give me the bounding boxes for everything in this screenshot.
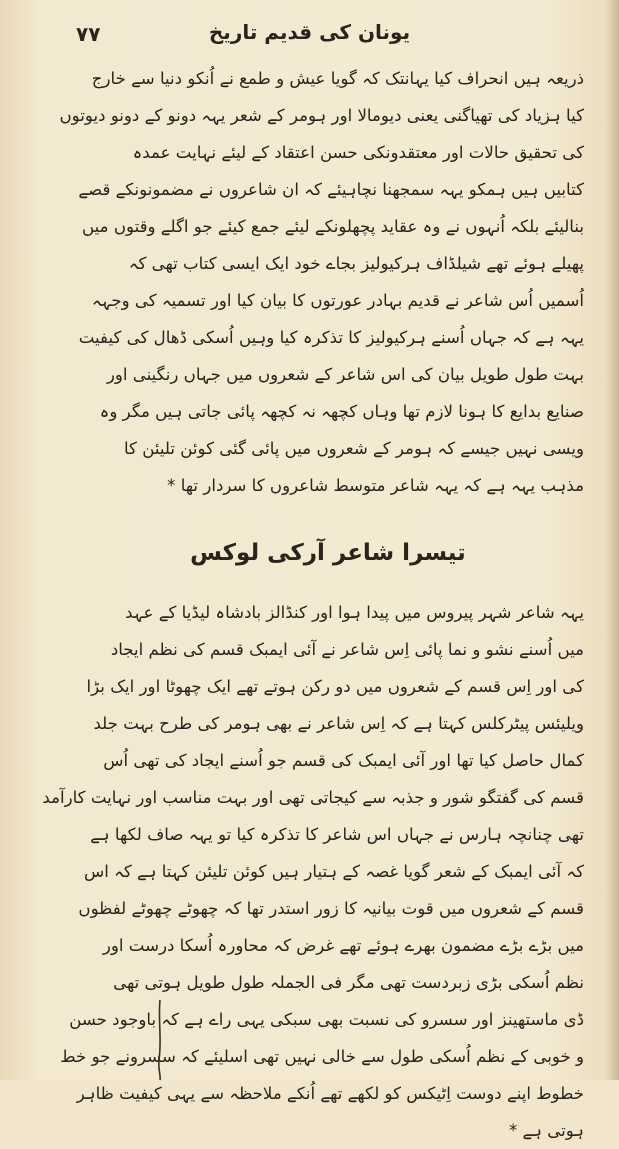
page-body (42, 60, 584, 1149)
text-line: ذریعہ ہیں انحراف کیا یہانتک کہ گویا عیش و طمع نے اُنکو دنیا سے خارج (91, 69, 584, 88)
text-line: بہت طول طویل بیان کی اس شاعر کے شعروں میں جہاں رنگینی اور (106, 365, 584, 384)
text-line: میں اُسنے نشو و نما پائی اِس شاعر نے آئی ایمبک قسم کی نظم ایجاد (110, 640, 584, 659)
text-line: نظم اُسکی بڑی زبردست تھی مگر فی الجملہ طول طویل ہوتی تھی (113, 973, 584, 992)
text-line: اُسمیں اُس شاعر نے قدیم بہادر عورتوں کا بیان کیا اور تسمیہ کی وجہہ (91, 291, 584, 310)
paragraph-1 (59, 60, 584, 504)
page-header (0, 18, 619, 58)
text-line: کمال حاصل کیا تھا اور آئی ایمبک کی قسم جو اُسنے ایجاد کی تھی اُس (103, 751, 584, 770)
page-edge-shadow (605, 0, 619, 1080)
text-line: یہہ ہے کہ جہاں اُسنے ہرکیولیز کا تذکرہ کیا وہیں اُسکی ڈھال کی کیفیت (78, 328, 584, 347)
text-line: ڈی ماستھینز اور سسرو کی نسبت بھی سبکی یہی راے ہے کہ باوجود حسن (69, 1010, 584, 1029)
running-title: یونان کی قدیم تاریخ (208, 20, 411, 44)
ink-mark (150, 1000, 170, 1080)
text-line: تھی چنانچہ ہارس نے جہاں اس شاعر کا تذکرہ کیا تو یہہ صاف لکھا ہے (90, 825, 584, 844)
text-line: خطوط اپنے دوست اِٹیکس کو لکھے تھے اُنکے ملاحظہ سے یہی کیفیت ظاہر (76, 1084, 584, 1103)
text-line: کیا ہزیاد کی تھیاگنی یعنی دیومالا اور ہومر کے شعر یہہ دونو کے دونو دیوتوں (59, 106, 584, 125)
text-line: قسم کی گفتگو شور و جذبہ سے کیجاتی تھی اور بہت مناسب اور نہایت کارآمد (42, 788, 584, 807)
text-line: مذہب یہہ ہے کہ یہہ شاعر متوسط شاعروں کا سردار تھا * (167, 476, 584, 495)
text-line: ویسی نہیں جیسے کہ ہومر کے شعروں میں پائی گئی کوئن تلیئن کا (123, 439, 584, 458)
text-line: بنالیئے بلکہ اُنہوں نے وہ عقاید پچھلونکے لیئے جمع کیئے جو اگلے وقتوں میں (82, 217, 584, 236)
text-line: و خوبی کے نظم اُسکی طول سے خالی نہیں تھی اسلیئے کہ سسرونے جو خط (60, 1047, 584, 1066)
page-number: ۷۷ (76, 22, 101, 46)
text-line: ہوتی ہے * (508, 1121, 584, 1140)
text-line: کی اور اِس قسم کے شعروں میں دو رکن ہوتے تھے ایک چھوٹا اور ایک بڑا (86, 677, 584, 696)
text-line: کتابیں ہیں ہمکو یہہ سمجھنا نچاہیئے کہ ان شاعروں نے مضمونونکے قصے (78, 180, 584, 199)
paragraph-2 (42, 594, 584, 1149)
section-heading: تیسرا شاعر آرکی لوکس (190, 540, 466, 566)
text-line: صنایع بدایع کا ہونا لازم تھا وہاں کچھہ نہ کچھہ پائی جاتی ہیں مگر وہ (99, 402, 584, 421)
text-line: کی تحقیق حالات اور معتقدونکی حسن اعتقاد کے لیئے نہایت عمدہ (132, 143, 584, 162)
text-line: قسم کے شعروں میں قوت بیانیہ کا زور استدر تھا کہ چھوٹے چھوٹے لفظوں (78, 899, 584, 918)
text-line: یہہ شاعر شہر پیروس میں پیدا ہوا اور کنڈالز بادشاہ لیڈیا کے عہد (125, 603, 584, 622)
text-line: پھیلے ہوئے تھے شیلڈاف ہرکیولیز بجاے خود ایک ایسی کتاب تھی کہ (128, 254, 584, 273)
text-line: ویلیئس پیٹرکلس کہتا ہے کہ اِس شاعر نے بھی ہومر کی طرح بہت جلد (93, 714, 584, 733)
text-line: کہ آئی ایمبک کے شعر گویا غصہ کے ہتیار ہیں کوئن تلیئن کہتا ہے کہ اس (83, 862, 584, 881)
text-line: میں بڑے بڑے مضمون بھرے ہوئے تھے غرض کہ محاورہ اُسکا درست اور (102, 936, 584, 955)
